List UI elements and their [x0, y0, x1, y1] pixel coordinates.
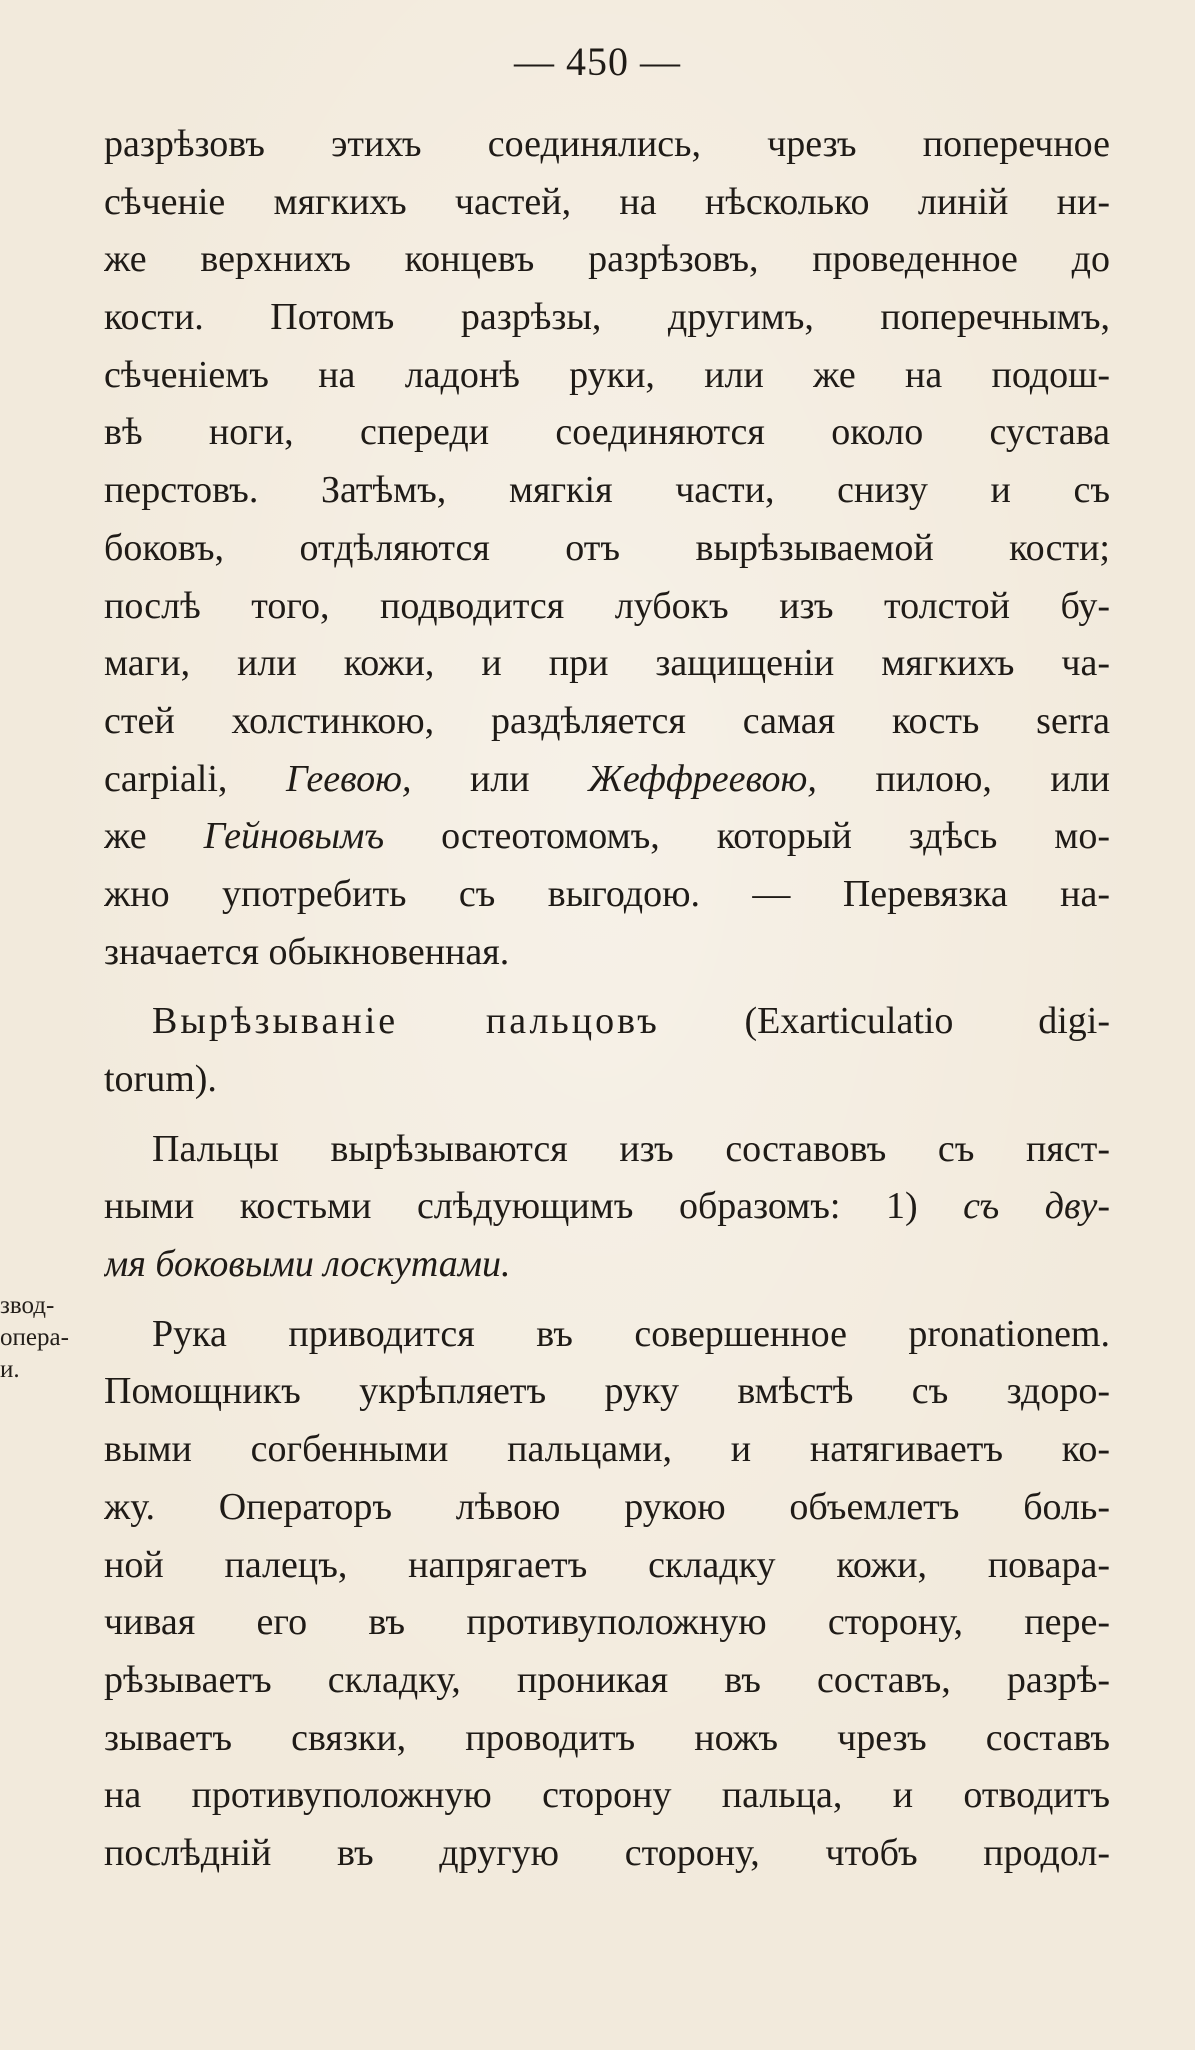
body-text: [104, 116, 1110, 1883]
text-line: кости. Потомъ разрѣзы, другимъ, поперечнымъ,: [104, 296, 1110, 339]
paragraph-gap: [104, 981, 1110, 993]
text-segment: carpiali,: [104, 757, 286, 800]
text-line: Помощникъ укрѣпляетъ руку вмѣстѣ съ здоро-: [104, 1370, 1110, 1413]
text-line: послѣдній въ другую сторону, чтобъ продол-: [104, 1831, 1110, 1874]
text-line: жно употребить съ выгодою. — Перевязка на-: [104, 872, 1110, 915]
paragraph-gap: [104, 1294, 1110, 1306]
italic-name: Жеффреевою,: [588, 757, 817, 800]
text-line: на противуположную сторону пальца, и отводитъ: [104, 1774, 1110, 1817]
text-line: зываетъ связки, проводитъ ножъ чрезъ составъ: [104, 1716, 1110, 1759]
heading-caps: Вырѣзываніе пальцовъ: [152, 1000, 660, 1043]
text-line: ной палецъ, напрягаетъ складку кожи, повара-: [104, 1543, 1110, 1586]
text-line: [104, 808, 1110, 866]
text-line: рѣзываетъ складку, проникая въ составъ, разрѣ-: [104, 1658, 1110, 1701]
italic-line: мя боковыми лоскутами.: [104, 1243, 511, 1286]
text-line: Пальцы вырѣзываются изъ составовъ съ пяст-: [152, 1127, 1110, 1170]
page-number: — 450 —: [514, 39, 681, 84]
margin-note-line: и.: [0, 1356, 20, 1383]
section-heading: [104, 993, 1110, 1051]
text-line: значается обыкновенная.: [104, 930, 510, 973]
text-line: маги, или кожи, и при защищеніи мягкихъ ча-: [104, 642, 1110, 685]
text-line: [104, 1178, 1110, 1236]
text-line: же верхнихъ концевъ разрѣзовъ, проведенное до: [104, 238, 1110, 281]
text-line: жу. Операторъ лѣвою рукою объемлетъ боль-: [104, 1485, 1110, 1528]
text-line: чивая его въ противуположную сторону, пере-: [104, 1601, 1110, 1644]
italic-text: съ дву-: [963, 1185, 1110, 1228]
text-line: Рука приводится въ совершенное pronationem.: [152, 1312, 1110, 1355]
heading-latin: (Exarticulatio digi-: [659, 1000, 1110, 1043]
text-segment: же: [104, 815, 204, 858]
paragraph-gap: [104, 1109, 1110, 1121]
section-heading-cont: torum).: [104, 1058, 217, 1100]
text-line: боковъ, отдѣляются отъ вырѣзываемой кости;: [104, 526, 1110, 569]
text-segment: пилою, или: [816, 757, 1110, 800]
text-segment: остеотомомъ, который здѣсь мо-: [384, 815, 1110, 858]
margin-note-line: опера-: [0, 1324, 69, 1351]
text-line: [104, 751, 1110, 809]
italic-name: Геевою,: [285, 757, 412, 800]
text-line: стей холстинкою, раздѣляется самая кость serra: [104, 699, 1110, 742]
margin-note: [0, 1290, 100, 1386]
text-segment: ными костьми слѣдующимъ образомъ: 1): [104, 1185, 964, 1228]
text-line: разрѣзовъ этихъ соединялись, чрезъ поперечное: [104, 123, 1110, 165]
text-line: вѣ ноги, спереди соединяются около сустава: [104, 411, 1110, 454]
text-line: сѣченіе мягкихъ частей, на нѣсколько линій ни-: [104, 180, 1110, 223]
italic-name: Гейновымъ: [203, 815, 385, 858]
text-line: выми согбенными пальцами, и натягиваетъ ко-: [104, 1428, 1110, 1471]
text-segment: или: [411, 757, 589, 800]
text-line: послѣ того, подводится лубокъ изъ толстой бу-: [104, 584, 1110, 627]
text-line: сѣченіемъ на ладонѣ руки, или же на подош-: [104, 353, 1110, 396]
text-line: перстовъ. Затѣмъ, мягкія части, снизу и съ: [104, 469, 1110, 512]
margin-note-line: звод-: [0, 1292, 55, 1319]
